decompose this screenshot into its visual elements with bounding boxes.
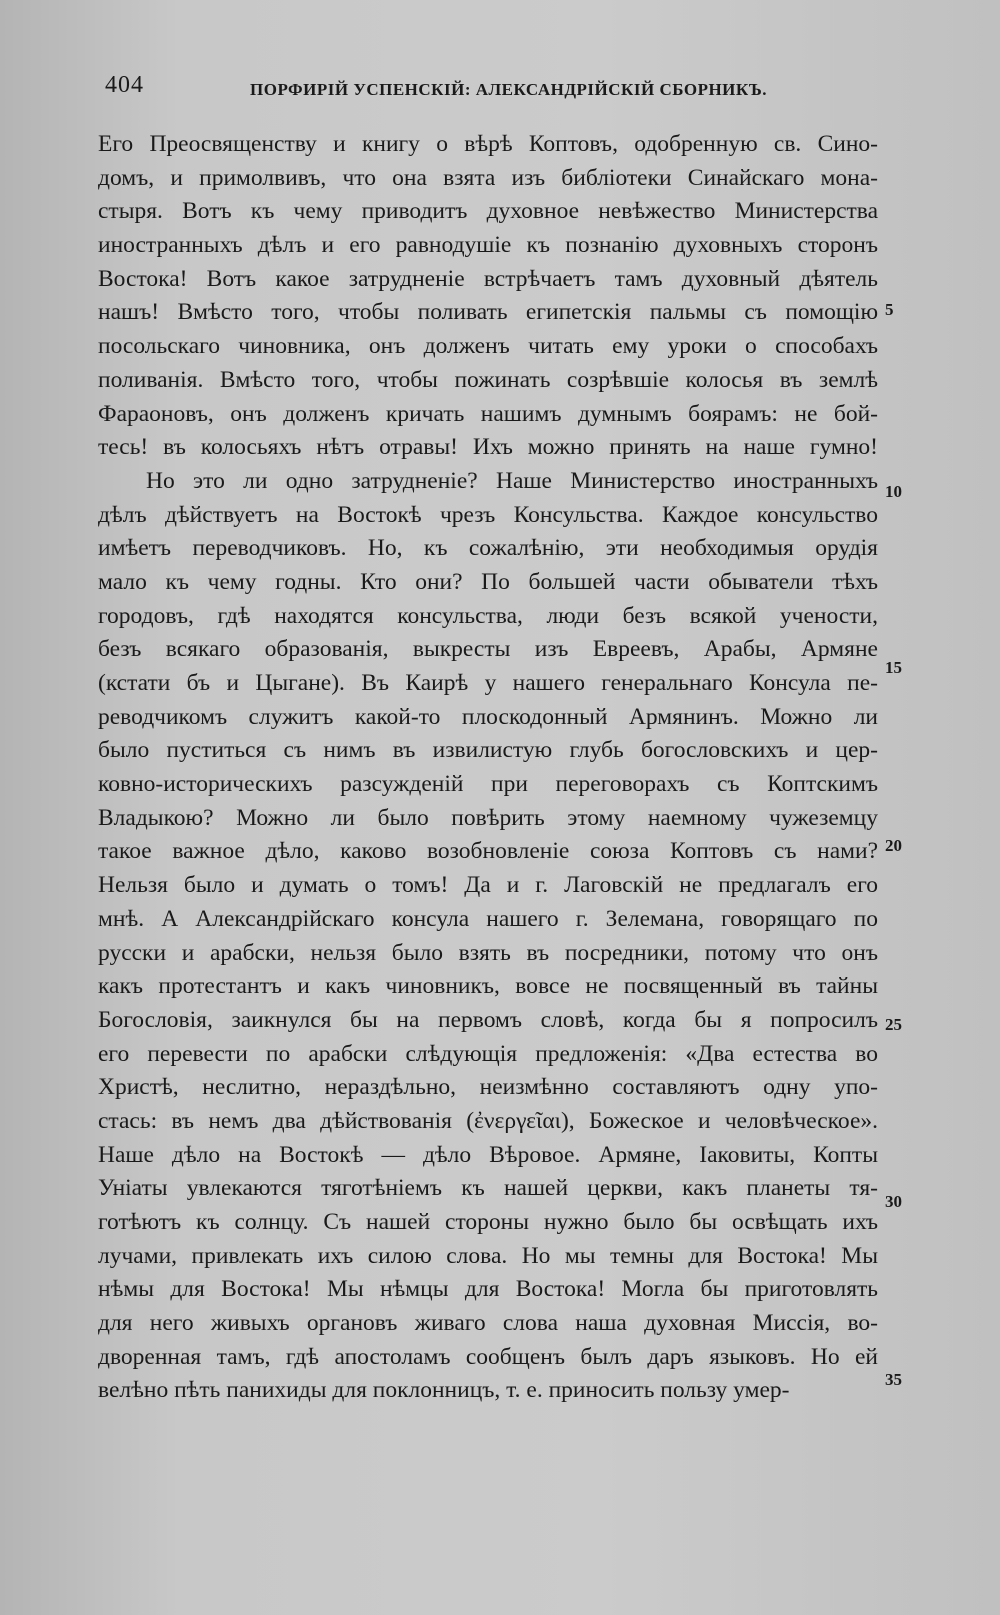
text-line: велѣно пѣть панихиды для поклонницъ, т. е. приносить пользу умер- (98, 1377, 790, 1404)
text-line: лучами, привлекать ихъ силою слова. Но мы темны для Востока! Мы (98, 1242, 878, 1269)
text-line: русски и арабски, нельзя было взять въ посредники, потому что онъ (98, 939, 878, 966)
text-line: ковно-историческихъ разсужденій при переговорахъ съ Коптскимъ (98, 771, 878, 798)
text-line: (кстати бъ и Цыгане). Въ Каирѣ у нашего генеральнаго Консула пе- (98, 670, 878, 696)
text-line: нѣмы для Востока! Мы нѣмцы для Востока! Могла бы приготовлять (98, 1276, 878, 1303)
margin-line-number: 30 (885, 1192, 902, 1211)
text-line: нашъ! Вмѣсто того, чтобы поливать египетскія пальмы съ помощію (98, 299, 878, 326)
text-line: имѣетъ переводчиковъ. Но, къ сожалѣнію, эти необходимыя орудія (98, 535, 878, 562)
text-line: было пуститься съ нимъ въ извилистую глубь богословскихъ и цер- (98, 737, 878, 764)
margin-line-number: 25 (885, 1015, 902, 1034)
text-line: городовъ, гдѣ находятся консульства, люди безъ всякой учености, (98, 602, 878, 629)
text-line: его перевести по арабски слѣдующія предложенія: «Два естества во (98, 1040, 878, 1067)
text-line: мало къ чему годны. Кто они? По большей части обыватели тѣхъ (98, 568, 878, 595)
text-line: реводчикомъ служитъ какой-то плоскодонный Армянинъ. Можно ли (98, 703, 878, 730)
text-line: готѣютъ къ солнцу. Съ нашей стороны нужно было бы освѣщать ихъ (98, 1209, 878, 1235)
text-line: Уніаты увлекаются тяготѣніемъ къ нашей церкви, какъ планеты тя- (98, 1175, 878, 1202)
text-line: тесь! въ колосьяхъ нѣтъ отравы! Ихъ можно принять на наше гумно! (98, 434, 878, 461)
text-line: Его Преосвященству и книгу о вѣрѣ Коптовъ, одобренную св. Сино- (98, 131, 878, 157)
text-line: стась: въ немъ два дѣйствованія (ἐνεργεῖαι), Божеское и человѣческое». (98, 1107, 878, 1134)
text-line: стыря. Вотъ къ чему приводитъ духовное невѣжество Министерства (98, 198, 878, 225)
margin-line-number: 35 (885, 1370, 902, 1389)
body-text (98, 128, 878, 1408)
text-line: Нельзя было и думать о томъ! Да и г. Лаговскій не предлагалъ его (98, 872, 878, 899)
text-line: домъ, и примолвивъ, что она взята изъ библіотеки Синайскаго мона- (98, 164, 878, 191)
text-line: дѣлъ дѣйствуетъ на Востокѣ чрезъ Консульства. Каждое консульство (98, 501, 878, 528)
margin-line-number: 15 (885, 658, 902, 677)
margin-line-number: 20 (885, 836, 902, 855)
text-line: посольскаго чиновника, онъ долженъ читать ему уроки о способахъ (98, 333, 878, 360)
text-line: безъ всякаго образованія, выкресты изъ Евреевъ, Арабы, Армяне (98, 636, 878, 663)
margin-line-number: 5 (885, 300, 894, 319)
text-line: дворенная тамъ, гдѣ апостоламъ сообщенъ былъ даръ языковъ. Но ей (98, 1343, 878, 1370)
text-line: Владыкою? Можно ли было повѣрить этому наемному чужеземцу (98, 804, 878, 831)
text-line: Богословія, заикнулся бы на первомъ словѣ, когда бы я попросилъ (98, 1006, 878, 1033)
page-header (105, 72, 785, 106)
text-line: поливанія. Вмѣсто того, чтобы пожинать созрѣвшіе колосья въ землѣ (98, 366, 878, 393)
text-line: Но это ли одно затрудненіе? Наше Министерство иностранныхъ (146, 467, 878, 494)
margin-line-number: 10 (885, 482, 902, 501)
text-line: Наше дѣло на Востокѣ — дѣло Вѣровое. Армяне, Іаковиты, Копты (98, 1141, 878, 1168)
text-line: Христѣ, неслитно, нераздѣльно, неизмѣнно составляютъ одну упо- (98, 1074, 878, 1101)
text-line: Востока! Вотъ какое затрудненіе встрѣчаетъ тамъ духовный дѣятель (98, 265, 878, 292)
running-title: ПОРФИРІЙ УСПЕНСКІЙ: АЛЕКСАНДРІЙСКІЙ СБОРНИКЪ. (250, 80, 767, 99)
text-line: для него живыхъ органовъ живаго слова наша духовная Миссія, во- (98, 1310, 878, 1337)
text-line: иностранныхъ дѣлъ и его равнодушіе къ познанію духовныхъ сторонъ (98, 232, 878, 259)
text-line: такое важное дѣло, каково возобновленіе союза Коптовъ съ нами? (98, 838, 878, 865)
text-line: Фараоновъ, онъ долженъ кричать нашимъ думнымъ боярамъ: не бой- (98, 400, 878, 427)
text-line: мнѣ. А Александрійскаго консула нашего г. Зелемана, говорящаго по (98, 905, 878, 932)
text-line: какъ протестантъ и какъ чиновникъ, вовсе не посвященный въ тайны (98, 973, 878, 1000)
page-number: 404 (105, 72, 144, 98)
